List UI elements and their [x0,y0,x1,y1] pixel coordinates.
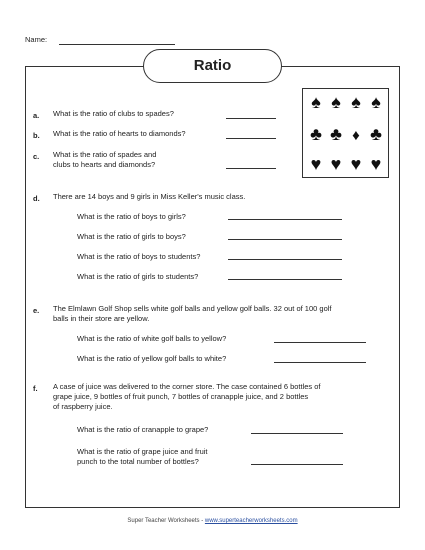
footer-link[interactable]: www.superteacherworksheets.com [204,518,298,524]
question-f-sub-2-line2: punch to the total number of bottles? [77,457,199,466]
question-f-intro-line2: grape juice, 9 bottles of fruit punch, 7 bottles of cranapple juice, and 2 bottles [53,392,309,401]
question-a-letter: a. [33,111,40,120]
answer-line-f1[interactable] [251,433,343,434]
question-d-sub-1: What is the ratio of boys to girls? [77,212,186,221]
club-icon: ♣ [370,124,382,144]
question-c-text-line1: What is the ratio of spades and [53,150,157,159]
footer-separator: - [201,518,204,524]
question-f-intro-line1: A case of juice was delivered to the corner store. The case contained 6 bottles of [53,382,321,391]
question-d-letter: d. [33,194,40,203]
question-b-text: What is the ratio of hearts to diamonds? [53,129,186,138]
name-answer-line[interactable] [59,44,175,45]
club-icon: ♣ [310,124,322,144]
heart-icon: ♥ [330,154,342,174]
diamond-icon: ♦ [352,127,360,144]
question-c-letter: c. [33,152,40,161]
playing-cards-box [302,88,389,178]
answer-line-d3[interactable] [228,259,342,260]
question-e-intro-line2: balls in their store are yellow. [53,314,150,323]
answer-line-d4[interactable] [228,279,342,280]
question-d-sub-3: What is the ratio of boys to students? [77,252,201,261]
heart-icon: ♥ [310,154,322,174]
answer-line-a[interactable] [226,118,276,119]
question-f-letter: f. [33,384,38,393]
answer-line-e2[interactable] [274,362,366,363]
answer-line-b[interactable] [226,138,276,139]
question-e-sub-2: What is the ratio of yellow golf balls to white? [77,354,227,363]
spade-icon: ♠ [311,92,321,112]
spade-icon: ♠ [371,92,381,112]
answer-line-d1[interactable] [228,219,342,220]
answer-line-d2[interactable] [228,239,342,240]
question-e-intro-line1: The Elmlawn Golf Shop sells white golf balls and yellow golf balls. 32 out of 100 golf [53,304,332,313]
answer-line-e1[interactable] [274,342,366,343]
question-a-text: What is the ratio of clubs to spades? [53,109,174,118]
answer-line-f2[interactable] [251,464,343,465]
question-d-sub-4: What is the ratio of girls to students? [77,272,199,281]
footer-brand: Super Teacher Worksheets [127,518,200,524]
question-d-sub-2: What is the ratio of girls to boys? [77,232,186,241]
footer [0,518,425,524]
question-c-text-line2: clubs to hearts and diamonds? [53,160,156,169]
answer-line-c[interactable] [226,168,276,169]
heart-icon: ♥ [350,154,362,174]
question-e-sub-1: What is the ratio of white golf balls to yellow? [77,334,227,343]
name-label: Name: [25,35,48,44]
question-f-intro-line3: of raspberry juice. [53,402,113,411]
spade-icon: ♠ [331,92,341,112]
question-b-letter: b. [33,131,40,140]
heart-icon: ♥ [370,154,382,174]
question-d-intro: There are 14 boys and 9 girls in Miss Keller's music class. [53,192,246,201]
question-f-sub-2-line1: What is the ratio of grape juice and fruit [77,447,208,456]
question-e-letter: e. [33,306,40,315]
spade-icon: ♠ [351,92,361,112]
club-icon: ♣ [330,124,342,144]
question-f-sub-1: What is the ratio of cranapple to grape? [77,425,209,434]
title-banner: Ratio [143,49,282,83]
